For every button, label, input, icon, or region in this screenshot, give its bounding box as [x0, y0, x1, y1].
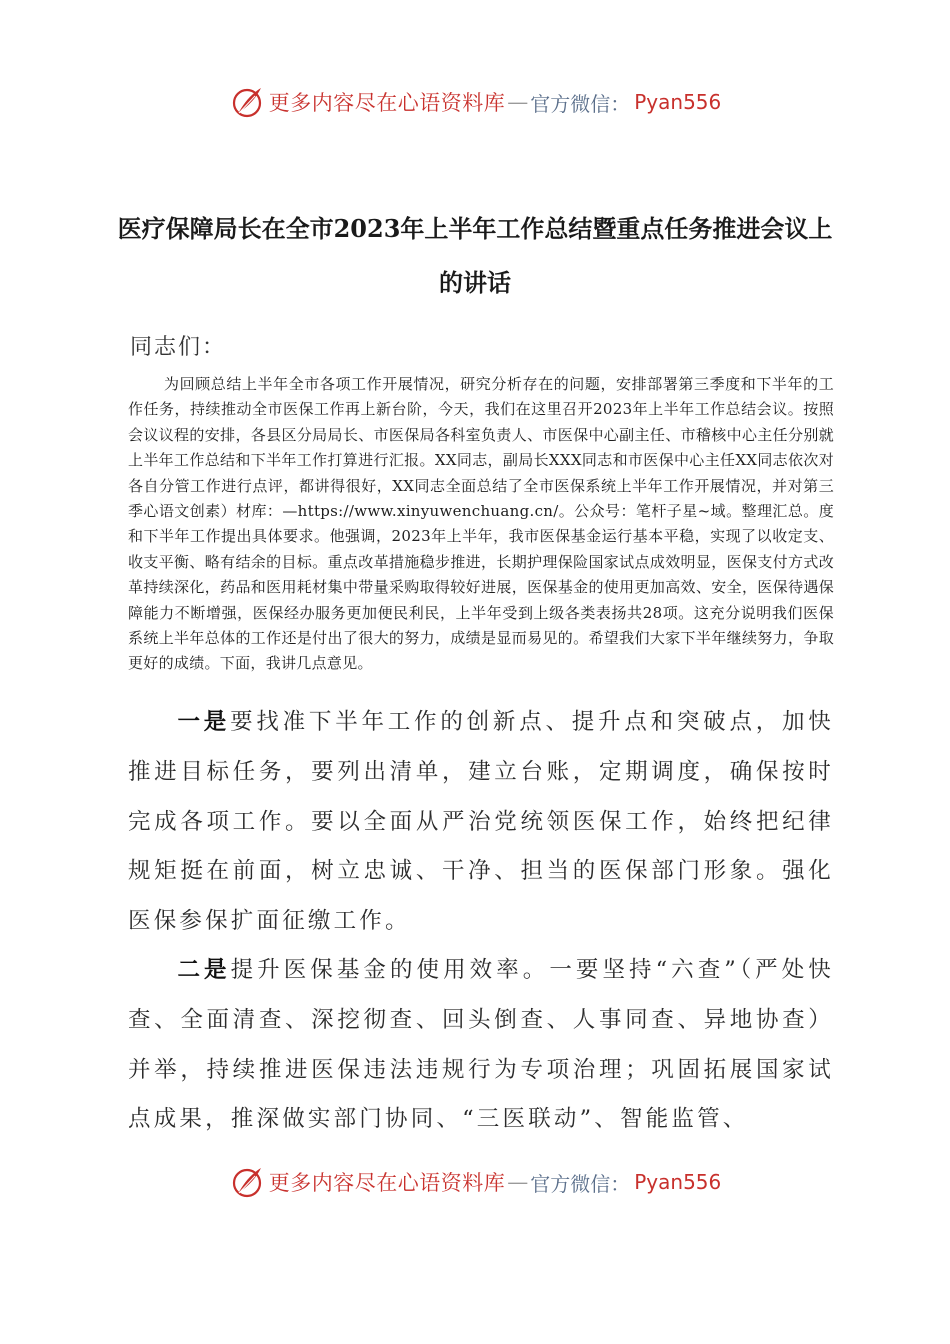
document-title: 医疗保障局长在全市2023年上半年工作总结暨重点任务推进会议上的讲话	[117, 214, 833, 297]
point-text-2: 提升医保基金的使用效率。一要坚持“六查”（严处快查、全面清查、深挖彻查、回头倒查、人事同查、异地协查）并举，持续推进医保违法违规行为专项治理；巩固拓展国家试点成果，推深做实部门协同、“三医联动”、智能监管、	[128, 957, 834, 1133]
banner-separator: —	[507, 90, 529, 114]
banner-text: 更多内容尽在心语资料库	[268, 1171, 506, 1195]
watermark-banner-top	[0, 82, 950, 122]
banner-wechat-id: Pyan556	[634, 1170, 722, 1194]
point-paragraph-2	[128, 946, 834, 1145]
watermark-banner-bottom	[0, 1162, 950, 1202]
point-paragraph-1	[128, 698, 834, 947]
point-lead-1: 一是	[177, 709, 231, 735]
banner-text: 更多内容尽在心语资料库	[268, 91, 506, 115]
banner-wechat-label: 官方微信：	[530, 1171, 631, 1196]
banner-separator: —	[507, 1170, 529, 1194]
point-lead-2: 二是	[177, 957, 231, 983]
banner-wechat-label: 官方微信：	[530, 91, 631, 116]
salutation: 同志们：	[130, 335, 227, 360]
point-text-1: 要找准下半年工作的创新点、提升点和突破点，加快推进目标任务，要列出清单，建立台账，定期调度，确保按时完成各项工作。要以全面从严治党统领医保工作，始终把纪律规矩挺在前面，树立忠诚、干净、担当的医保部门形象。强化医保参保扩面征缴工作。	[128, 709, 834, 935]
feather-logo-icon	[229, 1164, 265, 1200]
intro-paragraph: 为回顾总结上半年全市各项工作开展情况，研究分析存在的问题，安排部署第三季度和下半年的工作任务，持续推动全市医保工作再上新台阶，今天，我们在这里召开2023年上半年工作总结会议。按照会议议程的安排，各县区分局局长、市医保局各科室负责人、市医保中心副主任、市稽核中心主任分别就上半年工作总结和下半年工作打算进行汇报。XX同志，副局长XXX同志和市医保中心主任XX同志依次对各自分管工作进行点评，都讲得很好，XX同志全面总结了全市医保系统上半年工作开展情况，并对第三季心语文创素）材库：—https://www.xinyuwenchuang.cn/。公众号：笔杆子星~域。整理汇总。度和下半年工作提出具体要求。他强调，2023年上半年，我市医保基金运行基本平稳，实现了以收定支、收支平衡、略有结余的目标。重点改革措施稳步推进，长期护理保险国家试点成效明显，医保支付方式改革持续深化，药品和医用耗材集中带量采购取得较好进展，医保基金的使用更加高效、安全，医保待遇保障能力不断增强，医保经办服务更加便民利民，上半年受到上级各类表扬共28项。这充分说明我们医保系统上半年总体的工作还是付出了很大的努力，成绩是显而易见的。希望我们大家下半年继续努力，争取更好的成绩。下面，我讲几点意见。	[128, 375, 834, 673]
banner-wechat-id: Pyan556	[634, 90, 722, 114]
feather-logo-icon	[229, 84, 265, 120]
